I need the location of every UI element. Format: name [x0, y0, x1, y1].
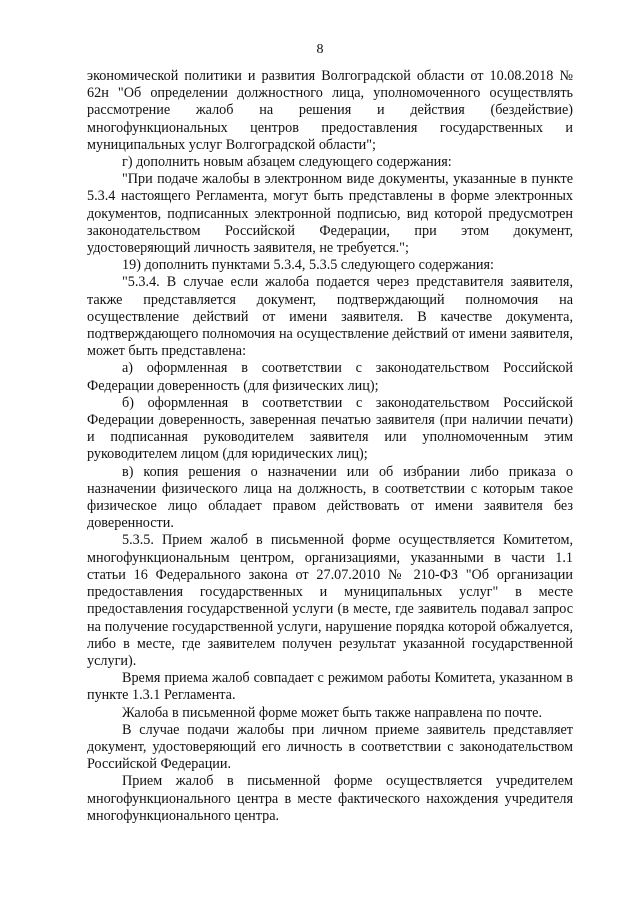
paragraph: В случае подачи жалобы при личном приеме заявитель представляет документ, удостоверяющий его личность в соответствии с законодательством Российской Федерации.	[87, 721, 573, 773]
paragraph: Время приема жалоб совпадает с режимом работы Комитета, указанном в пункте 1.3.1 Регламента.	[87, 670, 573, 704]
paragraph: Жалоба в письменной форме может быть также направлена по почте.	[122, 704, 543, 721]
paragraph: 5.3.5. Прием жалоб в письменной форме осуществляется Комитетом, многофункциональным центром, организациями, указанными в части 1.1 статьи 16 Федерального закона от 27.07.2010 № 210-ФЗ "Об организации предоставления государственных и муниципальных услуг" в месте предоставления государственной услуги (в месте, где заявитель подавал запрос на получение государственной услуги, нарушение порядка которой обжалуется, либо в месте, где заявителем получен результат указанной государственной услуги).	[87, 532, 573, 669]
paragraph: "5.3.4. В случае если жалоба подается через представителя заявителя, также представляется документ, подтверждающий полномочия на осуществление действий от имени заявителя. В качестве документа, подтверждающего полномочия на осуществление действий от имени заявителя, может быть представлена:	[87, 274, 573, 360]
paragraph: Прием жалоб в письменной форме осуществляется учредителем многофункционального центра в месте фактического нахождения учредителя многофункционального центра.	[87, 773, 573, 824]
paragraph: а) оформленная в соответствии с законодательством Российской Федерации доверенность (для физических лиц);	[87, 360, 573, 394]
paragraph: г) дополнить новым абзацем следующего содержания:	[122, 154, 452, 171]
paragraph: б) оформленная в соответствии с законодательством Российской Федерации доверенность, заверенная печатью заявителя (при наличии печати) и подписанная руководителем заявителя или уполномоченным этим руководителем лицом (для юридических лиц);	[87, 394, 573, 463]
paragraph: экономической политики и развития Волгоградской области от 10.08.2018 № 62н "Об определении должностного лица, уполномоченного осуществлять рассмотрение жалоб на решения и действия (бездействие) многофункциональных центров предоставления государственных и муниципальных услуг Волгоградской области";	[87, 68, 573, 153]
page-number: 8	[316, 42, 324, 57]
paragraph: 19) дополнить пунктами 5.3.4, 5.3.5 следующего содержания:	[122, 257, 494, 274]
paragraph: "При подаче жалобы в электронном виде документы, указанные в пункте 5.3.4 настоящего Регламента, могут быть представлены в форме электронных документов, подписанных электронной подписью, вид которой предусмотрен законодательством Российской Федерации, при этом документ, удостоверяющий личность заявителя, не требуется.";	[87, 171, 573, 257]
paragraph: в) копия решения о назначении или об избрании либо приказа о назначении физического лица на должность, в соответствии с которым такое физическое лицо обладает правом действовать от имени заявителя без доверенности.	[87, 463, 573, 532]
document-body	[87, 68, 573, 825]
